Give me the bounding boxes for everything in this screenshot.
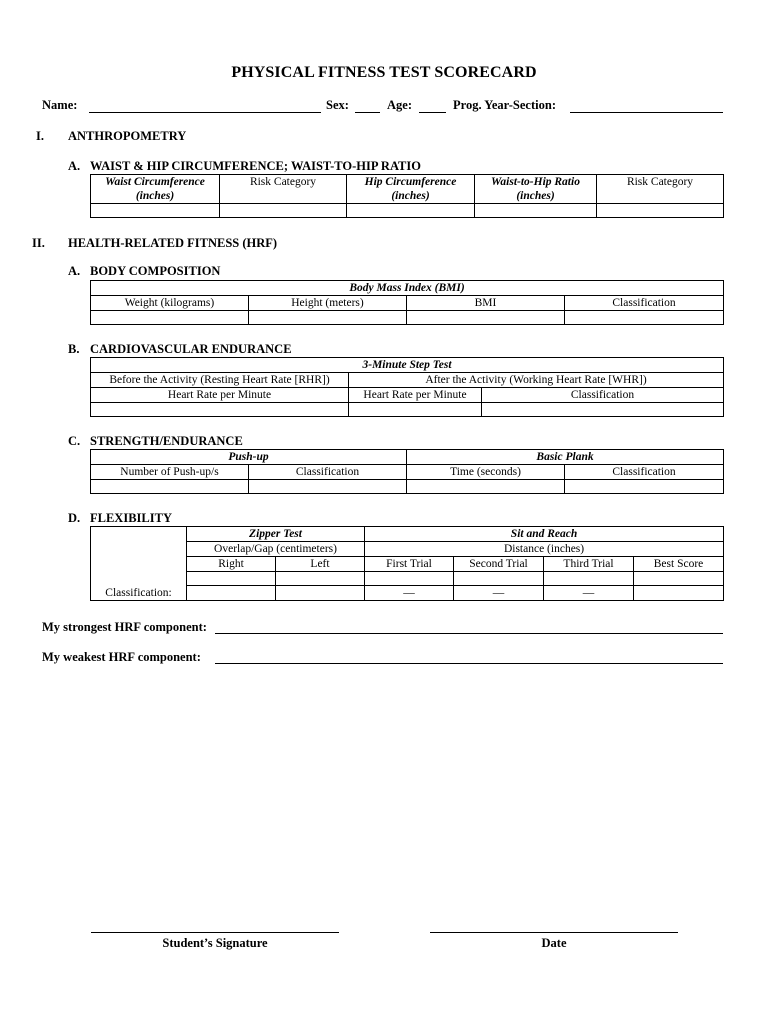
risk-category-cell[interactable]	[597, 204, 724, 218]
plank-title: Basic Plank	[407, 450, 724, 465]
section-1-heading	[36, 129, 436, 145]
subsection-letter: A.	[68, 159, 81, 173]
classification-header: Classification	[565, 296, 724, 311]
second-trial-header: Second Trial	[454, 557, 544, 572]
strength-table	[90, 449, 724, 494]
signature-block	[91, 932, 339, 951]
second-trial-dash: —	[454, 586, 544, 601]
third-trial-header: Third Trial	[544, 557, 634, 572]
table-header-row	[91, 465, 724, 480]
third-trial-dash: —	[544, 586, 634, 601]
working-hr-header: Heart Rate per Minute	[349, 388, 482, 403]
age-field[interactable]	[419, 98, 446, 113]
table-header-row	[91, 296, 724, 311]
left-classification-cell[interactable]	[276, 586, 365, 601]
section-2-heading	[32, 236, 432, 252]
subsection-2c-heading	[68, 434, 468, 450]
pushup-count-cell[interactable]	[91, 480, 249, 494]
date-block	[430, 932, 678, 951]
risk-category-header: Risk Category	[220, 175, 347, 204]
left-header: Left	[276, 557, 365, 572]
name-label: Name:	[42, 98, 78, 112]
subsection-2a-heading	[68, 264, 468, 280]
pushup-count-header: Number of Push-up/s	[91, 465, 249, 480]
best-score-cell[interactable]	[634, 572, 724, 586]
subsection-letter: A.	[68, 264, 81, 278]
right-header: Right	[187, 557, 276, 572]
subsection-letter: D.	[68, 511, 81, 525]
working-hr-cell[interactable]	[349, 403, 482, 417]
subsection-letter: B.	[68, 342, 80, 356]
right-classification-cell[interactable]	[187, 586, 276, 601]
table-title-row	[91, 358, 724, 373]
subsection-title: WAIST & HIP CIRCUMFERENCE; WAIST-TO-HIP RATIO	[90, 159, 421, 173]
right-cell[interactable]	[187, 572, 276, 586]
sex-label: Sex:	[326, 98, 349, 112]
after-activity-header: After the Activity (Working Heart Rate [WHR])	[349, 373, 724, 388]
waist-circumference-header: Waist Circumference (inches)	[91, 175, 220, 204]
classification-label: Classification:	[105, 587, 172, 599]
bmi-table	[90, 280, 724, 325]
step-test-table	[90, 357, 724, 417]
strongest-component-row	[42, 620, 723, 636]
best-score-classification-cell[interactable]	[634, 586, 724, 601]
bmi-header: BMI	[407, 296, 565, 311]
height-cell[interactable]	[249, 311, 407, 325]
table-row	[91, 403, 724, 417]
distance-header: Distance (inches)	[365, 542, 724, 557]
subsection-title: BODY COMPOSITION	[90, 264, 221, 278]
sit-reach-title: Sit and Reach	[365, 527, 724, 542]
hip-circumference-cell[interactable]	[347, 204, 475, 218]
subsection-2b-heading	[68, 342, 468, 358]
step-test-title: 3-Minute Step Test	[91, 358, 724, 373]
before-activity-header: Before the Activity (Resting Heart Rate [RHR])	[91, 373, 349, 388]
plank-time-header: Time (seconds)	[407, 465, 565, 480]
best-score-header: Best Score	[634, 557, 724, 572]
third-trial-cell[interactable]	[544, 572, 634, 586]
overlap-gap-header: Overlap/Gap (centimeters)	[187, 542, 365, 557]
waist-hip-ratio-header: Waist-to-Hip Ratio (inches)	[475, 175, 597, 204]
subsection-2d-heading	[68, 511, 468, 527]
subsection-title: FLEXIBILITY	[90, 511, 172, 525]
first-trial-header: First Trial	[365, 557, 454, 572]
risk-category-header: Risk Category	[597, 175, 724, 204]
classification-header: Classification	[249, 465, 407, 480]
hip-circumference-header: Hip Circumference (inches)	[347, 175, 475, 204]
plank-time-cell[interactable]	[407, 480, 565, 494]
weakest-label: My weakest HRF component:	[42, 650, 201, 664]
strongest-field[interactable]	[215, 633, 723, 634]
age-label: Age:	[387, 98, 412, 112]
flexibility-table	[90, 526, 724, 601]
section-title: HEALTH-RELATED FITNESS (HRF)	[68, 236, 278, 250]
waist-hip-ratio-cell[interactable]	[475, 204, 597, 218]
table-header-row	[91, 388, 724, 403]
table-title-row	[91, 527, 724, 542]
first-trial-dash: —	[365, 586, 454, 601]
subsection-title: STRENGTH/ENDURANCE	[90, 434, 243, 448]
waist-hip-table	[90, 174, 724, 218]
weight-cell[interactable]	[91, 311, 249, 325]
pushup-title: Push-up	[91, 450, 407, 465]
resting-hr-cell[interactable]	[91, 403, 349, 417]
student-info-row	[42, 98, 723, 116]
left-cell[interactable]	[276, 572, 365, 586]
classification-cell[interactable]	[565, 311, 724, 325]
page-title: PHYSICAL FITNESS TEST SCORECARD	[231, 64, 537, 81]
waist-circumference-cell[interactable]	[91, 204, 220, 218]
subsection-letter: C.	[68, 434, 81, 448]
table-title-row	[91, 450, 724, 465]
section-number: I.	[36, 129, 44, 143]
classification-cell[interactable]	[565, 480, 724, 494]
risk-category-cell[interactable]	[220, 204, 347, 218]
prog-label: Prog. Year-Section:	[453, 98, 556, 112]
resting-hr-header: Heart Rate per Minute	[91, 388, 349, 403]
sex-field[interactable]	[355, 98, 380, 113]
table-header-row	[91, 175, 724, 204]
classification-cell[interactable]	[249, 480, 407, 494]
signature-label: Student’s Signature	[162, 936, 268, 950]
classification-header: Classification	[482, 388, 724, 403]
classification-header: Classification	[565, 465, 724, 480]
name-field[interactable]	[89, 98, 321, 113]
strongest-label: My strongest HRF component:	[42, 620, 207, 634]
table-header-row	[91, 373, 724, 388]
table-row	[91, 311, 724, 325]
subsection-title: CARDIOVASCULAR ENDURANCE	[90, 342, 292, 356]
classification-cell[interactable]	[482, 403, 724, 417]
section-number: II.	[32, 236, 45, 250]
table-row	[91, 480, 724, 494]
bmi-cell[interactable]	[407, 311, 565, 325]
weight-header: Weight (kilograms)	[91, 296, 249, 311]
subsection-1a-heading	[68, 159, 568, 175]
section-title: ANTHROPOMETRY	[68, 129, 187, 143]
prog-field[interactable]	[570, 98, 723, 113]
table-title-row	[91, 281, 724, 296]
bmi-title: Body Mass Index (BMI)	[91, 281, 724, 296]
classification-label-cell	[91, 527, 187, 601]
weakest-component-row	[42, 650, 723, 666]
zipper-test-title: Zipper Test	[187, 527, 365, 542]
table-row	[91, 204, 724, 218]
weakest-field[interactable]	[215, 663, 723, 664]
height-header: Height (meters)	[249, 296, 407, 311]
second-trial-cell[interactable]	[454, 572, 544, 586]
first-trial-cell[interactable]	[365, 572, 454, 586]
date-label: Date	[541, 936, 567, 950]
